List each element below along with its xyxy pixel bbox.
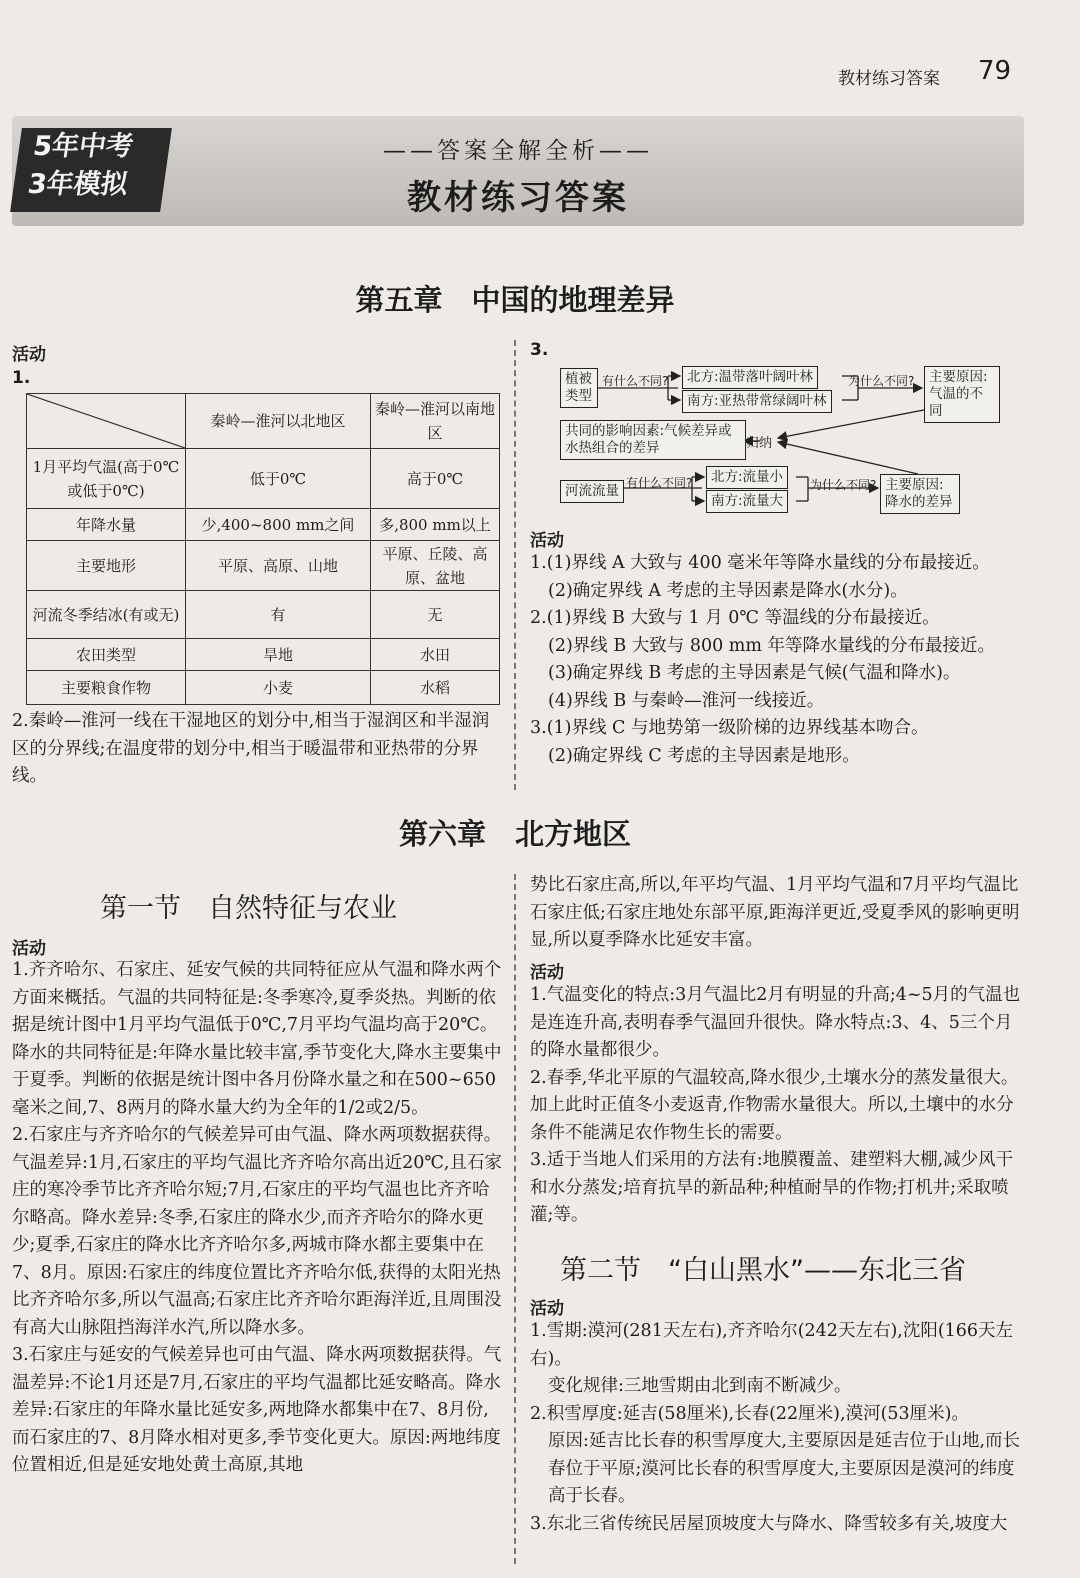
answer-paragraph: 3.适于当地人们采用的方法有:地膜覆盖、建塑料大棚,减少风干和水分蒸发;培育抗旱的新品种;种植耐旱的作物;打机井;采取喷灌;等。 bbox=[530, 1150, 1014, 1225]
common-factor-box: 共同的影响因素:气候差异或水热组合的差异 bbox=[560, 420, 746, 460]
question-label: 为什么不同? bbox=[848, 374, 915, 388]
answer-line: 1.(1)界线 A 大致与 400 毫米年等降水量线的分布最接近。 bbox=[530, 553, 990, 573]
answer-paragraph: 2.石家庄与齐齐哈尔的气候差异可由气温、降水两项数据获得。气温差异:1月,石家庄的平均气温比齐齐哈尔高出近20℃,且石家庄的寒冷季节比齐齐哈尔短;7月,石家庄的平均气温也比齐齐哈尔略高。降水差异:冬季,石家庄的降水少,而齐齐哈尔的降水更少;夏季,石家庄的降水比齐齐哈尔多,两城市降水都主要集中在7、8月。原因:石家庄的纬度位置比齐齐哈尔低,获得的太阳光热比齐齐哈尔多,所以气温高;石家庄比齐齐哈尔距海洋近,且周围没有高大山脉阻挡海洋水汽,所以降水多。 bbox=[12, 1125, 502, 1338]
banner-title: 教材练习答案 bbox=[407, 178, 629, 218]
activity-label: 活动 bbox=[530, 963, 564, 983]
answer-line: (2)确定界线 A 考虑的主导因素是降水(水分)。 bbox=[548, 580, 908, 601]
item-number: 1. bbox=[12, 368, 31, 388]
river-flow-box: 河流流量 bbox=[560, 480, 624, 503]
cause-box: 主要原因:气温的不同 bbox=[924, 366, 1000, 423]
table-cell: 旱地 bbox=[186, 639, 371, 671]
table-cell: 平原、高原、山地 bbox=[186, 541, 371, 591]
comparison-table bbox=[26, 393, 500, 705]
answer-paragraph: 3.石家庄与延安的气候差异也可由气温、降水两项数据获得。气温差异:不论1月还是7月,石家庄的平均气温都比延安略高。降水差异:石家庄的年降水量比延安多,两地降水都集中在7、8月份,而石家庄的7、8月降水相对更多,季节变化更大。原因:两地纬度位置相近,但是延安地处黄土高原,其地 bbox=[12, 1345, 502, 1475]
table-cell: 平原、丘陵、高原、盆地 bbox=[371, 541, 500, 591]
answer-paragraph: 3.东北三省传统民居屋顶坡度大与降水、降雪较多有关,坡度大 bbox=[530, 1513, 1008, 1534]
section2-title: 第二节 “白山黑水”——东北三省 bbox=[560, 1255, 966, 1286]
north-flow-box: 北方:流量小 bbox=[706, 466, 788, 489]
answer-paragraph: 势比石家庄高,所以,年平均气温、1月平均气温和7月平均气温比石家庄低;石家庄地处东部平原,距海洋更近,受夏季风的影响更明显,所以夏季降水比延安丰富。 bbox=[530, 875, 1020, 950]
answer-paragraph: 2.秦岭—淮河一线在干湿地区的划分中,相当于湿润区和半湿润区的分界线;在温度带的划分中,相当于暖温带和亚热带的分界线。 bbox=[12, 711, 490, 786]
section1-title: 第一节 自然特征与农业 bbox=[100, 893, 397, 924]
activity-label: 活动 bbox=[12, 345, 46, 365]
table-row-label: 农田类型 bbox=[27, 639, 186, 671]
answer-paragraph: 变化规律:三地雪期由北到南不断减少。 bbox=[548, 1376, 852, 1396]
running-header: 教材练习答案 bbox=[838, 69, 940, 89]
table-row-label: 年降水量 bbox=[27, 509, 186, 541]
answer-paragraph: 1.气温变化的特点:3月气温比2月有明显的升高;4~5月的气温也是连连升高,表明春季气温回升很快。降水特点:3、4、5三个月的降水量都很少。 bbox=[530, 985, 1021, 1060]
table-cell: 无 bbox=[371, 591, 500, 639]
south-flow-box: 南方:流量大 bbox=[706, 490, 788, 513]
answer-banner bbox=[12, 116, 1024, 226]
answer-line: 2.(1)界线 B 大致与 1 月 0℃ 等温线的分布最接近。 bbox=[530, 608, 940, 628]
question-label: 为什么不同? bbox=[810, 478, 877, 492]
chapter5-title: 第五章 中国的地理差异 bbox=[355, 283, 675, 317]
activity-label: 活动 bbox=[12, 939, 46, 959]
table-cell: 少,400~800 mm之间 bbox=[186, 509, 371, 541]
book-logo: 5年中考 3年模拟 bbox=[10, 128, 172, 212]
answer-line: (2)界线 B 大致与 800 mm 年等降水量线的分布最接近。 bbox=[548, 635, 996, 656]
table-row-label: 主要地形 bbox=[27, 541, 186, 591]
answer-line: (4)界线 B 与秦岭—淮河一线接近。 bbox=[548, 690, 825, 711]
table-row-label: 1月平均气温(高于0℃或低于0℃) bbox=[27, 449, 186, 509]
north-vegetation-box: 北方:温带落叶阔叶林 bbox=[682, 366, 818, 389]
answer-list bbox=[530, 550, 1020, 770]
table-corner bbox=[27, 394, 186, 449]
table-row-label: 河流冬季结冰(有或无) bbox=[27, 591, 186, 639]
question-label: 有什么不同? bbox=[626, 476, 693, 490]
answer-list bbox=[530, 982, 1022, 1230]
answer-paragraph: 1.齐齐哈尔、石家庄、延安气候的共同特征应从气温和降水两个方面来概括。气温的共同特征是:冬季寒冷,夏季炎热。判断的依据是统计图中1月平均气温低于0℃,7月平均气温均高于20℃。降水的共同特征是:年降水量比较丰富,季节变化大,降水主要集中于夏季。判断的依据是统计图中各月份降水量之和在500~650毫米之间,7、8两月的降水量大约为全年的1/2或2/5。 bbox=[12, 960, 502, 1118]
table-cell: 小麦 bbox=[186, 671, 371, 705]
column-divider bbox=[514, 340, 516, 790]
page-number: 79 bbox=[978, 56, 1012, 86]
answer-paragraph: 2.积雪厚度:延吉(58厘米),长春(22厘米),漠河(53厘米)。 bbox=[530, 1403, 969, 1424]
answer-line: 3.(1)界线 C 与地势第一级阶梯的边界线基本吻合。 bbox=[530, 718, 929, 738]
item-number: 3. bbox=[530, 340, 549, 360]
summary-label: 归纳 bbox=[746, 436, 773, 451]
column-divider bbox=[514, 874, 516, 1564]
table-cell: 有 bbox=[186, 591, 371, 639]
table-header: 秦岭—淮河以北地区 bbox=[186, 394, 371, 449]
activity-label: 活动 bbox=[530, 531, 564, 551]
answer-list bbox=[530, 1318, 1022, 1538]
table-cell: 水田 bbox=[371, 639, 500, 671]
cause-box: 主要原因:降水的差异 bbox=[880, 474, 960, 514]
answer-line: (2)确定界线 C 考虑的主导因素是地形。 bbox=[548, 745, 860, 766]
table-cell: 高于0℃ bbox=[371, 449, 500, 509]
answer-paragraph: 2.春季,华北平原的气温较高,降水很少,土壤水分的蒸发量很大。加上此时正值冬小麦返青,作物需水量很大。所以,土壤中的水分条件不能满足农作物生长的需要。 bbox=[530, 1067, 1019, 1143]
question-label: 有什么不同? bbox=[602, 374, 669, 388]
table-cell: 水稻 bbox=[371, 671, 500, 705]
table-row-label: 主要粮食作物 bbox=[27, 671, 186, 705]
south-vegetation-box: 南方:亚热带常绿阔叶林 bbox=[682, 390, 832, 413]
answer-list bbox=[12, 957, 504, 1480]
answer-line: (3)确定界线 B 考虑的主导因素是气候(气温和降水)。 bbox=[548, 663, 961, 683]
vegetation-box: 植被类型 bbox=[560, 368, 598, 408]
answer-paragraph: 原因:延吉比长春的积雪厚度大,主要原因是延吉位于山地,而长春位于平原;漠河比长春的积雪厚度大,主要原因是漠河的纬度高于长春。 bbox=[548, 1431, 1021, 1506]
table-cell: 低于0℃ bbox=[186, 449, 371, 509]
answer-paragraph: 1.雪期:漠河(281天左右),齐齐哈尔(242天左右),沈阳(166天左右)。 bbox=[530, 1321, 1014, 1369]
table-header: 秦岭—淮河以南地区 bbox=[371, 394, 500, 449]
chapter6-title: 第六章 北方地区 bbox=[398, 817, 631, 851]
banner-subtitle: ——答案全解全析—— bbox=[383, 138, 653, 164]
activity-label: 活动 bbox=[530, 1299, 564, 1319]
table-cell: 多,800 mm以上 bbox=[371, 509, 500, 541]
